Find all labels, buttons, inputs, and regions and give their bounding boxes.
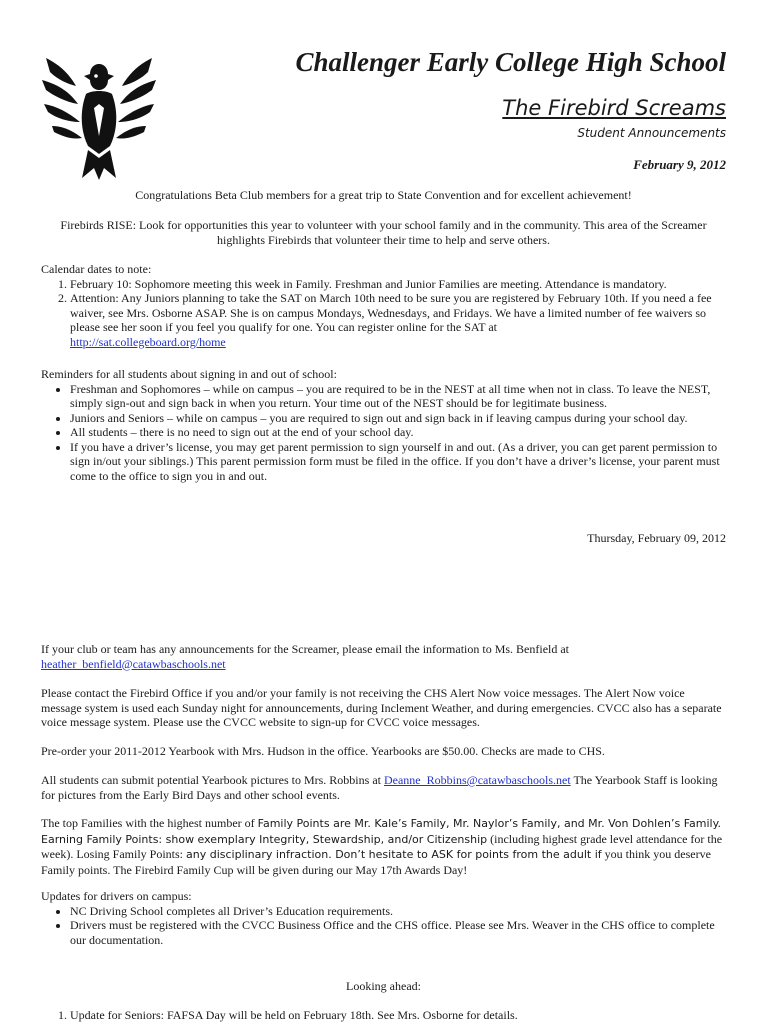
calendar-item-text: Attention: Any Juniors planning to take the SAT on March 10th need to be sure you are registered by February 10th. If you need a fee waiver, see Mrs. Osborne ASAP. She is on campus Mondays, Wednesdays, and Fridays. We have a limited number of fee waivers so please see her soon if you feel you qualify for one. You can register online for the SAT at (70, 291, 712, 334)
yearbook-pictures-paragraph (41, 773, 726, 802)
school-title: Challenger Early College High School (295, 47, 726, 77)
family-points-paragraph (41, 816, 726, 877)
newsletter-subtitle: Student Announcements (577, 126, 726, 140)
calendar-section (41, 262, 726, 349)
yearbook-order-paragraph (41, 744, 726, 759)
reminder-item: • Freshman and Sophomores – while on campus – you are required to be in the NEST at all time when not in class. To leave the NEST, simply sign-out and sign back in when you return. Your time out of the NEST should be for legitimate business. (70, 382, 726, 411)
footer-date (41, 531, 726, 546)
looking-ahead-item: 1. Update for Seniors: FAFSA Day will be held on February 18th. See Mrs. Osborne for details. (70, 1008, 726, 1023)
rise-paragraph (41, 218, 726, 247)
robbins-email-link[interactable]: Deanne_Robbins@catawbaschools.net (383, 773, 571, 787)
beta-club-paragraph (41, 188, 726, 203)
families-text: The top Families with the highest number of (41, 816, 255, 830)
benfield-email-link[interactable]: heather_benfield@catawbaschools.net (41, 656, 226, 671)
drivers-item: • NC Driving School completes all Driver’s Education requirements. (70, 904, 726, 919)
families-text-hand: Family Points are Mr. Kale’s Family, Mr. Naylor’s Family, and Mr. Von Dohlen’s Family. Earning Family Points: show exemplary Integrity, Stewardship, and/or Citizenship (41, 817, 722, 846)
reminders-heading: Reminders for all students about signing in and out of school: (41, 367, 337, 381)
reminder-item: • All students – there is no need to sign out at the end of your school day. (70, 425, 726, 440)
families-text-hand-2: any disciplinary infraction. Don’t hesitate to ASK for points from the adult if (186, 848, 602, 861)
club-text: If your club or team has any announcements for the Screamer, please email the information to Ms. Benfield at (41, 642, 570, 656)
club-paragraph (41, 642, 726, 671)
looking-ahead-heading-text: Looking ahead: (346, 979, 421, 993)
newsletter-name: The Firebird Screams (502, 96, 726, 120)
calendar-heading: Calendar dates to note: (41, 262, 152, 276)
looking-ahead-section (41, 1008, 726, 1023)
reminders-section (41, 367, 726, 483)
yearbook-pics-text: All students can submit potential Yearbook pictures to Mrs. Robbins at (41, 773, 381, 787)
families-text-2: (including highest grade level attendance for the week). Losing Family Points: (41, 831, 723, 861)
issue-date: February 9, 2012 (633, 157, 726, 172)
yearbook-pics-text-after: The Yearbook Staff is looking for pictures from the Early Bird Days and other school events. (41, 773, 718, 802)
alert-now-text: Please contact the Firebird Office if you and/or your family is not receiving the CHS Alert Now voice messages. The Alert Now voice message system is used each Sunday night for announcements, during Inclement Weather, and during emergencies. CVCC also has a separate voice message system. Please use the CVCC website to sign-up for CVCC voice messages. (41, 686, 722, 729)
alert-now-paragraph (41, 686, 726, 730)
beta-club-text: Congratulations Beta Club members for a great trip to State Convention and for excellent achievement! (135, 188, 632, 202)
reminder-item: • Juniors and Seniors – while on campus – you are required to sign out and sign back in if leaving campus during your school day. (70, 411, 726, 426)
rise-text: Firebirds RISE: Look for opportunities this year to volunteer with your school family and in the community. This area of the Screamer highlights Firebirds that volunteer their time to help and serve others. (60, 218, 707, 247)
footer-date-text: Thursday, February 09, 2012 (587, 531, 726, 545)
families-text-3: you think you deserve Family points. The Firebird Family Cup will be given during our May 17th Awards Day! (41, 847, 711, 877)
calendar-item (70, 291, 726, 349)
firebird-logo-icon (38, 50, 160, 182)
yearbook-order-text: Pre-order your 2011-2012 Yearbook with Mrs. Hudson in the office. Yearbooks are $50.00. Checks are made to CHS. (41, 744, 605, 758)
sat-link[interactable]: http://sat.collegeboard.org/home (70, 334, 226, 349)
drivers-item: • Drivers must be registered with the CVCC Business Office and the CHS office. Please see Mrs. Weaver in the CHS office to complete our documentation. (70, 918, 726, 947)
looking-ahead-heading (41, 979, 726, 994)
drivers-heading: Updates for drivers on campus: (41, 889, 192, 903)
drivers-section (41, 889, 726, 947)
reminder-item: • If you have a driver’s license, you may get parent permission to sign yourself in and out. (As a driver, you can get parent permission to sign in/out your siblings.) This parent permission form must be filed in the office. If you don’t have a driver’s license, your parent must come to the office to sign you in and out. (70, 440, 726, 484)
calendar-item: 1. February 10: Sophomore meeting this week in Family. Freshman and Junior Families are meeting. Attendance is mandatory. (70, 277, 726, 292)
